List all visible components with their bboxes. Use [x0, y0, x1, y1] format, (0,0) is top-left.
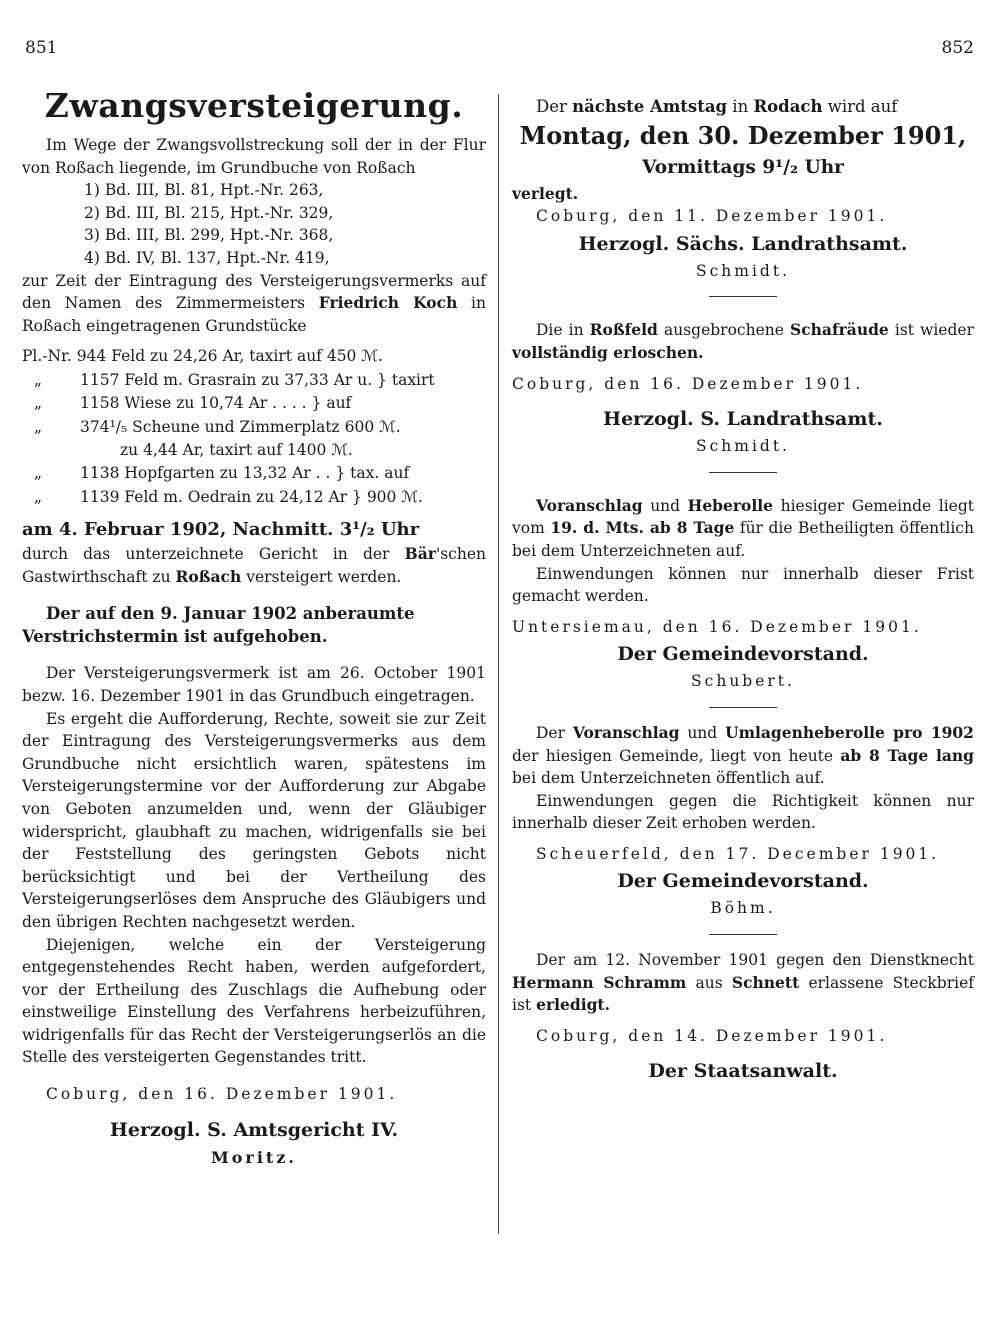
volume-item: 1) Bd. III, Bl. 81, Hpt.-Nr. 263,: [84, 181, 324, 200]
parcel-row: [22, 486, 486, 509]
notice4-text: [512, 722, 974, 790]
n2-pre: Die in: [536, 321, 584, 340]
n3-t1: und: [650, 496, 681, 515]
n1-bold: nächste Amtstag: [572, 97, 728, 116]
n3-t2: hiesiger Gemeinde liegt vom: [512, 496, 974, 538]
notice2-signer: Schmidt.: [695, 437, 790, 456]
signer: Moritz.: [211, 1147, 297, 1167]
n4-t2: und: [687, 723, 718, 742]
n4-b3: ab 8 Tage lang: [840, 745, 974, 765]
notice2-text: [512, 319, 974, 364]
parcel-row: [22, 369, 486, 392]
n1-mid: in: [732, 97, 749, 116]
parcel-prefix: „: [34, 417, 43, 436]
parcel-row: [22, 392, 486, 415]
parcel-text: 944 Feld zu 24,26 Ar, taxirt auf 450 ℳ.: [76, 347, 383, 366]
n1-place: Rodach: [753, 97, 823, 116]
parcel-text: 1158 Wiese zu 10,74 Ar . . . . } auf: [80, 394, 352, 413]
page-number-left: 851: [25, 38, 58, 58]
page-number-right: 852: [941, 38, 974, 58]
notice1-date: Montag, den 30. Dezember 1901,: [519, 120, 967, 150]
parcel-row: [22, 416, 486, 439]
auction-date: am 4. Februar 1902, Nachmitt. 3¹/₂ Uhr: [22, 519, 420, 541]
volume-item: 4) Bd. IV, Bl. 137, Hpt.-Nr. 419,: [84, 248, 330, 267]
parcel-row: [22, 345, 486, 368]
n4-t3: der hiesigen Gemeinde, liegt von heute: [512, 746, 834, 765]
parcel-text: 374¹/₅ Scheune und Zimmerplatz 600 ℳ.: [80, 417, 401, 436]
owner-pre: zur Zeit der Eintragung des Versteigerungsvermerks auf den Namen des Zimmermeisters: [22, 271, 486, 313]
notice4-place-date: Scheuerfeld, den 17. December 1901.: [536, 844, 940, 863]
notice3-signer: Schubert.: [691, 672, 795, 691]
court-post: versteigert werden.: [246, 567, 402, 586]
parcel-row: [22, 462, 486, 485]
notice1-signer: Schmidt.: [695, 261, 790, 280]
separator-rule: [709, 472, 777, 473]
court-paragraph: [22, 543, 486, 588]
volume-item: 3) Bd. III, Bl. 299, Hpt.-Nr. 368,: [84, 226, 334, 245]
parcel-prefix: „: [34, 370, 43, 389]
owner-name: Friedrich Koch: [318, 293, 458, 313]
notice1-authority: Herzogl. Sächs. Landrathsamt.: [578, 232, 908, 255]
parcel-prefix: „: [34, 394, 43, 413]
parcel-text: zu 4,44 Ar, taxirt auf 1400 ℳ.: [120, 440, 353, 459]
notice3-place-date: Untersiemau, den 16. Dezember 1901.: [512, 617, 922, 636]
n3-b1: Voranschlag: [536, 495, 643, 515]
para-entry: Der Versteigerungsvermerk ist am 26. October 1901 bezw. 16. Dezember 1901 in das Grundbuch eingetragen.: [22, 664, 486, 705]
n3-b2: Heberolle: [687, 495, 774, 515]
volume-list: [22, 179, 486, 269]
parcel-text: 1138 Hopfgarten zu 13,32 Ar . . } tax. auf: [80, 464, 410, 483]
n5-t2: aus: [695, 973, 723, 992]
n5-b3: erledigt.: [536, 995, 610, 1015]
volume-item: 2) Bd. III, Bl. 215, Hpt.-Nr. 329,: [84, 203, 334, 222]
parcel-prefix: „: [34, 464, 43, 483]
notice2-authority: Herzogl. S. Landrathsamt.: [603, 408, 883, 431]
n4-t1: Der: [536, 723, 566, 742]
n5-b2: Schnett: [731, 972, 800, 992]
notice5-place-date: Coburg, den 14. Dezember 1901.: [536, 1026, 888, 1045]
left-column: [22, 84, 486, 1170]
owner-paragraph: [22, 270, 486, 338]
notice1-moved: verlegt.: [512, 183, 579, 203]
owner-post: in Roßach eingetragenen Grundstücke: [22, 294, 486, 335]
parcel-text: 1157 Feld m. Grasrain zu 37,33 Ar u. } taxirt: [80, 370, 435, 389]
n5-t3: erlassene Steckbrief ist: [512, 973, 974, 1015]
n5-b1: Hermann Schramm: [512, 972, 687, 992]
notice3-authority: Der Gemeindevorstand.: [617, 643, 869, 666]
n4-b2: Umlagenheberolle pro 1902: [725, 722, 974, 742]
n4-t4: bei dem Unterzeichneten öffentlich auf.: [512, 769, 825, 788]
notice4-authority: Der Gemeindevorstand.: [617, 870, 869, 893]
court-pre: durch das unterzeichnete Gericht in der: [22, 545, 390, 564]
parcel-prefix: „: [34, 487, 43, 506]
n4-b1: Voranschlag: [572, 722, 680, 742]
notice4-para: Einwendungen gegen die Richtigkeit können nur innerhalb dieser Zeit erhoben werden.: [512, 791, 974, 833]
n2-disease: Schafräude: [790, 320, 889, 340]
notice1-place-date: Coburg, den 11. Dezember 1901.: [536, 207, 888, 226]
n3-t3: für die Betheiligten öffentlich bei dem Unterzeichneten auf.: [512, 519, 974, 560]
notice5-authority: Der Staatsanwalt.: [648, 1060, 838, 1083]
parcel-list: [22, 345, 486, 509]
place-date: Coburg, den 16. Dezember 1901.: [46, 1085, 398, 1104]
n3-b3: 19. d. Mts. ab 8 Tage: [550, 518, 735, 538]
n2-post: ist wieder: [894, 321, 974, 340]
n2-mid: ausgebrochene: [663, 321, 784, 340]
notice1-intro: [512, 96, 974, 119]
parcel-text: 1139 Feld m. Oedrain zu 24,12 Ar } 900 ℳ.: [80, 487, 423, 506]
cancel-notice: Der auf den 9. Januar 1902 anberaumte Verstrichstermin ist aufgehoben.: [22, 604, 415, 647]
n2-status: vollständig erloschen.: [512, 342, 704, 362]
n2-place: Roßfeld: [589, 320, 658, 340]
para-rights: Diejenigen, welche ein der Versteigerung entgegenstehendes Recht haben, werden aufgefordert, vor der Ertheilung des Zuschlags die Aufhebung oder einstweilige Einstellung des Verfahrens herbeizuführen, widrigenfalls für das Recht der Versteigerungserlös an die Stelle des versteigerten Gegenstandes tritt.: [22, 935, 486, 1067]
notice3-para: Einwendungen können nur innerhalb dieser Frist gemacht werden.: [512, 564, 974, 606]
auction-title: Zwangsversteigerung.: [44, 86, 464, 125]
court-bar: Bär: [404, 544, 436, 564]
authority: Herzogl. S. Amtsgericht IV.: [109, 1118, 399, 1141]
notice5-text: [512, 949, 974, 1017]
parcel-row: [22, 439, 486, 462]
court-place: Roßach: [175, 566, 242, 586]
separator-rule: [709, 707, 777, 708]
notice3-text: [512, 495, 974, 563]
n1-post: wird auf: [827, 97, 898, 116]
notice2-place-date: Coburg, den 16. Dezember 1901.: [512, 374, 864, 393]
n5-t1: Der am 12. November 1901 gegen den Dienstknecht: [536, 951, 974, 970]
court-mid: 'schen Gastwirthschaft zu: [22, 545, 486, 586]
separator-rule: [709, 296, 777, 297]
column-divider: [498, 94, 499, 1234]
separator-rule: [709, 934, 777, 935]
para-request: Es ergeht die Aufforderung, Rechte, soweit sie zur Zeit der Eintragung des Versteigerungsvermerks aus dem Grundbuche nicht ersichtlich waren, spätestens im Versteigerungstermine vor der Aufforderung zur Abgabe von Geboten anzumelden und, wenn der Gläubiger widerspricht, glaubhaft zu machen, widrigenfalls sie bei der Feststellung des geringsten Gebots nicht berücksichtigt und bei der Vertheilung des Versteigerungserlöses dem Anspruche des Gläubigers und den übrigen Rechten nachgesetzt werden.: [22, 709, 486, 931]
n1-pre: Der: [536, 97, 567, 116]
auction-intro: Im Wege der Zwangsvollstreckung soll der in der Flur von Roßach liegende, im Grundbuche von Roßach: [22, 136, 486, 177]
right-column: [512, 96, 974, 1087]
notice4-signer: Böhm.: [710, 899, 776, 918]
notice1-time: Vormittags 9¹/₂ Uhr: [642, 156, 844, 178]
parcel-prefix: Pl.-Nr.: [22, 347, 72, 366]
